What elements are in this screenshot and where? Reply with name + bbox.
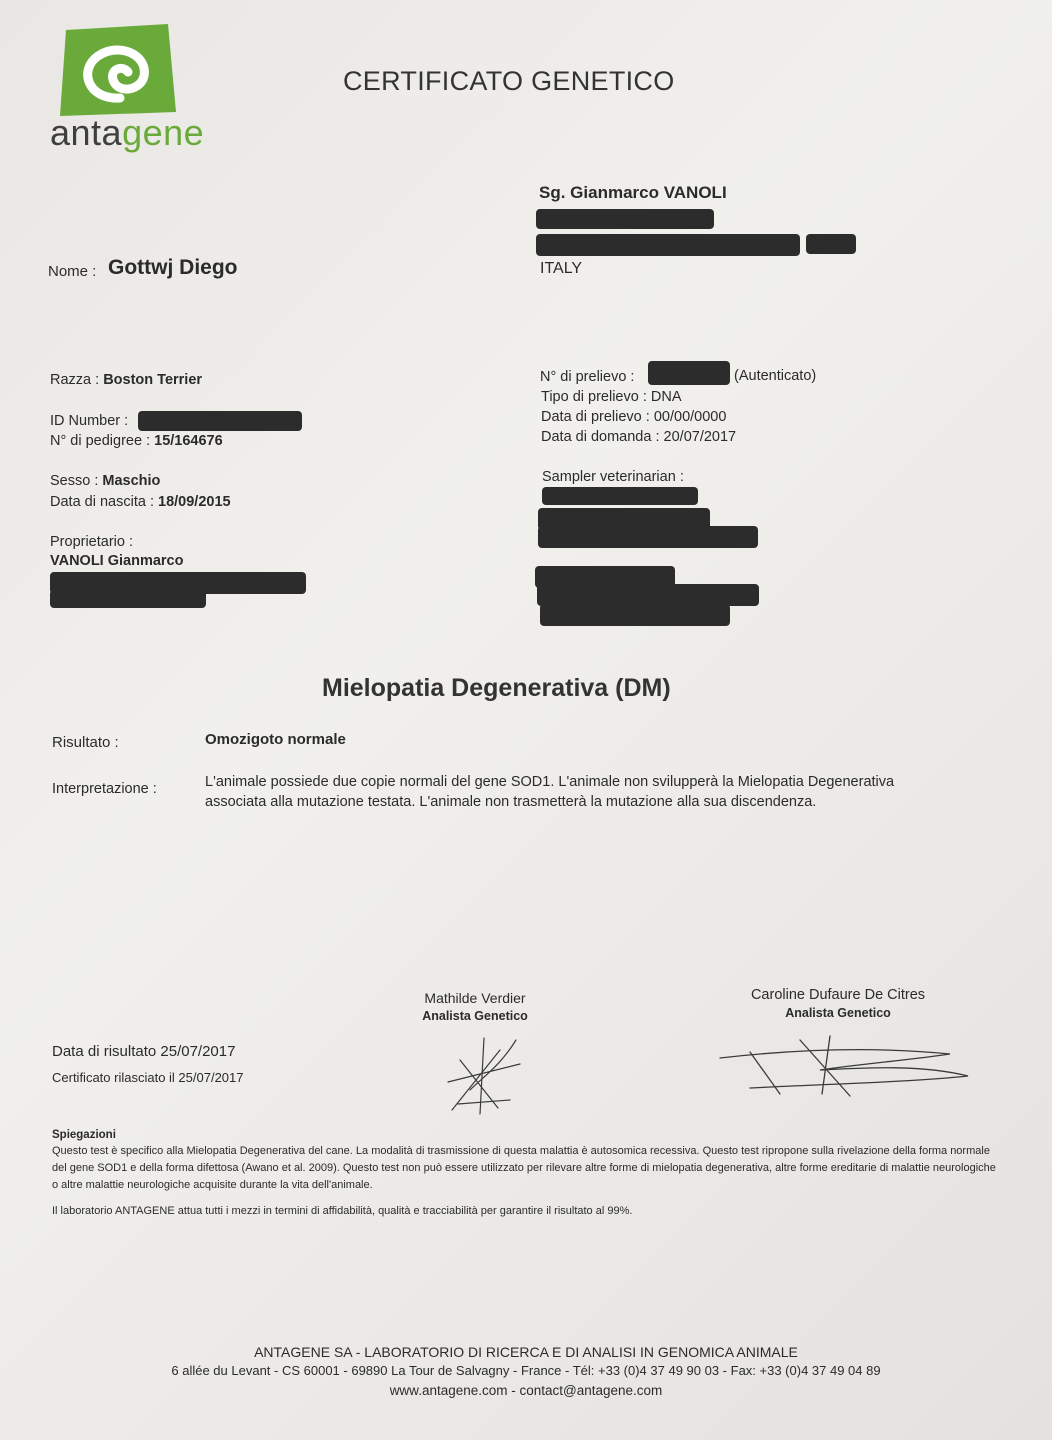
recipient-name: Sg. Gianmarco VANOLI: [539, 183, 727, 202]
nascita-value: 18/09/2015: [158, 494, 231, 510]
document-title: CERTIFICATO GENETICO: [343, 66, 675, 96]
razza-row: [50, 372, 202, 388]
tipo-value: DNA: [650, 389, 682, 405]
test-title: Mielopatia Degenerativa (DM): [322, 674, 671, 702]
veterinarian-label: Sampler veterinarian :: [542, 469, 684, 485]
prelievo-status: (Autenticato): [734, 368, 817, 384]
pedigree-label: N° di pedigree :: [50, 433, 151, 449]
signer-1-name: Mathilde Verdier: [424, 990, 526, 1006]
proprietario-value: VANOLI Gianmarco: [50, 553, 184, 569]
risultato-label: Risultato :: [52, 734, 119, 751]
notes-quality: Il laboratorio ANTAGENE attua tutti i mezzi in termini di affidabilità, qualità e tracciabilità per garantire il risultato al 99%.: [52, 1205, 633, 1217]
pedigree-value: 15/164676: [154, 433, 223, 449]
redacted-vet-name: [542, 487, 698, 505]
nascita-label: Data di nascita :: [50, 494, 154, 510]
redacted-address-line3: [806, 234, 856, 254]
risultato-value: Omozigoto normale: [205, 731, 346, 748]
redacted-vet-address-5: [540, 604, 730, 626]
logo-text-suffix: gene: [122, 112, 205, 153]
data-domanda-row: [541, 429, 736, 445]
data-domanda-label: Data di domanda :: [541, 429, 660, 445]
footer-line-2: 6 allée du Levant - CS 60001 - 69890 La Tour de Salvagny - France - Tél: +33 (0)4 37 49 90 03 - Fax: +33 (0)4 37 49 04 89: [171, 1363, 881, 1378]
pedigree-row: [50, 433, 223, 449]
signer-2-name: Caroline Dufaure De Citres: [750, 987, 926, 1003]
sesso-row: [50, 473, 160, 489]
signature-2-scribble-icon: [710, 1030, 980, 1102]
sesso-value: Maschio: [102, 473, 161, 489]
redacted-id-number: [138, 411, 302, 431]
id-number-label: ID Number :: [50, 413, 129, 429]
nome-label: Nome :: [48, 263, 97, 280]
data-prelievo-label: Data di prelievo :: [541, 409, 650, 425]
signature-block-2: [720, 987, 956, 1020]
nascita-row: [50, 494, 231, 510]
data-rilascio: Certificato rilasciato il 25/07/2017: [52, 1070, 244, 1085]
tipo-label: Tipo di prelievo :: [541, 389, 647, 405]
redacted-vet-address-4: [537, 584, 759, 606]
interpretazione-label: Interpretazione :: [52, 781, 157, 797]
proprietario-label: Proprietario :: [50, 534, 134, 550]
signer-1-role: Analista Genetico: [422, 1009, 528, 1023]
redacted-prelievo-number: [648, 361, 730, 385]
data-prelievo-row: [541, 409, 726, 425]
logo-text: [50, 112, 204, 154]
redacted-address-line1: [536, 209, 714, 229]
footer-line-3: www.antagene.com - contact@antagene.com: [389, 1383, 663, 1398]
data-risultato: Data di risultato 25/07/2017: [52, 1043, 236, 1060]
recipient-country: ITALY: [540, 260, 583, 277]
prelievo-label: N° di prelievo :: [540, 369, 635, 385]
notes-heading: Spiegazioni: [52, 1129, 116, 1141]
interpretazione-line-2: associata alla mutazione testata. L'animale non trasmetterà la mutazione alla sua discendenza.: [205, 794, 817, 810]
razza-value: Boston Terrier: [103, 372, 203, 388]
antagene-logo-icon: [58, 20, 180, 120]
nome-value: Gottwj Diego: [108, 256, 238, 279]
interpretazione-line-1: L'animale possiede due copie normali del gene SOD1. L'animale non svilupperà la Mielopatia Degenerativa: [205, 774, 895, 790]
redacted-owner-address-2: [50, 590, 206, 608]
redacted-address-line2: [536, 234, 800, 256]
signature-block-1: [380, 990, 570, 1023]
data-domanda-value: 20/07/2017: [663, 429, 737, 445]
signature-1-scribble-icon: [440, 1030, 530, 1116]
tipo-row: [541, 389, 682, 405]
notes-body: Questo test è specifico alla Mielopatia Degenerativa del cane. La modalità di trasmissione di questa malattia è autosomica recessiva. Questo test ripropone sulla rivelazione della forma normale del gene SOD1 e della forma difettosa (Awano et al. 2009). Questo test non può essere utilizzato per rilevare altre forme di mielopatia degenerativa, altre forme ereditarie di malattie neurologiche o altre malattie neurologiche acquisite durante la vita dell'animale.: [52, 1145, 996, 1191]
razza-label: Razza :: [50, 372, 100, 388]
redacted-vet-address-2: [538, 526, 758, 548]
data-prelievo-value: 00/00/0000: [653, 409, 727, 425]
logo-text-prefix: anta: [50, 112, 123, 153]
sesso-label: Sesso :: [50, 473, 99, 489]
footer-line-1: ANTAGENE SA - LABORATORIO DI RICERCA E DI ANALISI IN GENOMICA ANIMALE: [254, 1344, 798, 1360]
signer-2-role: Analista Genetico: [785, 1006, 891, 1020]
